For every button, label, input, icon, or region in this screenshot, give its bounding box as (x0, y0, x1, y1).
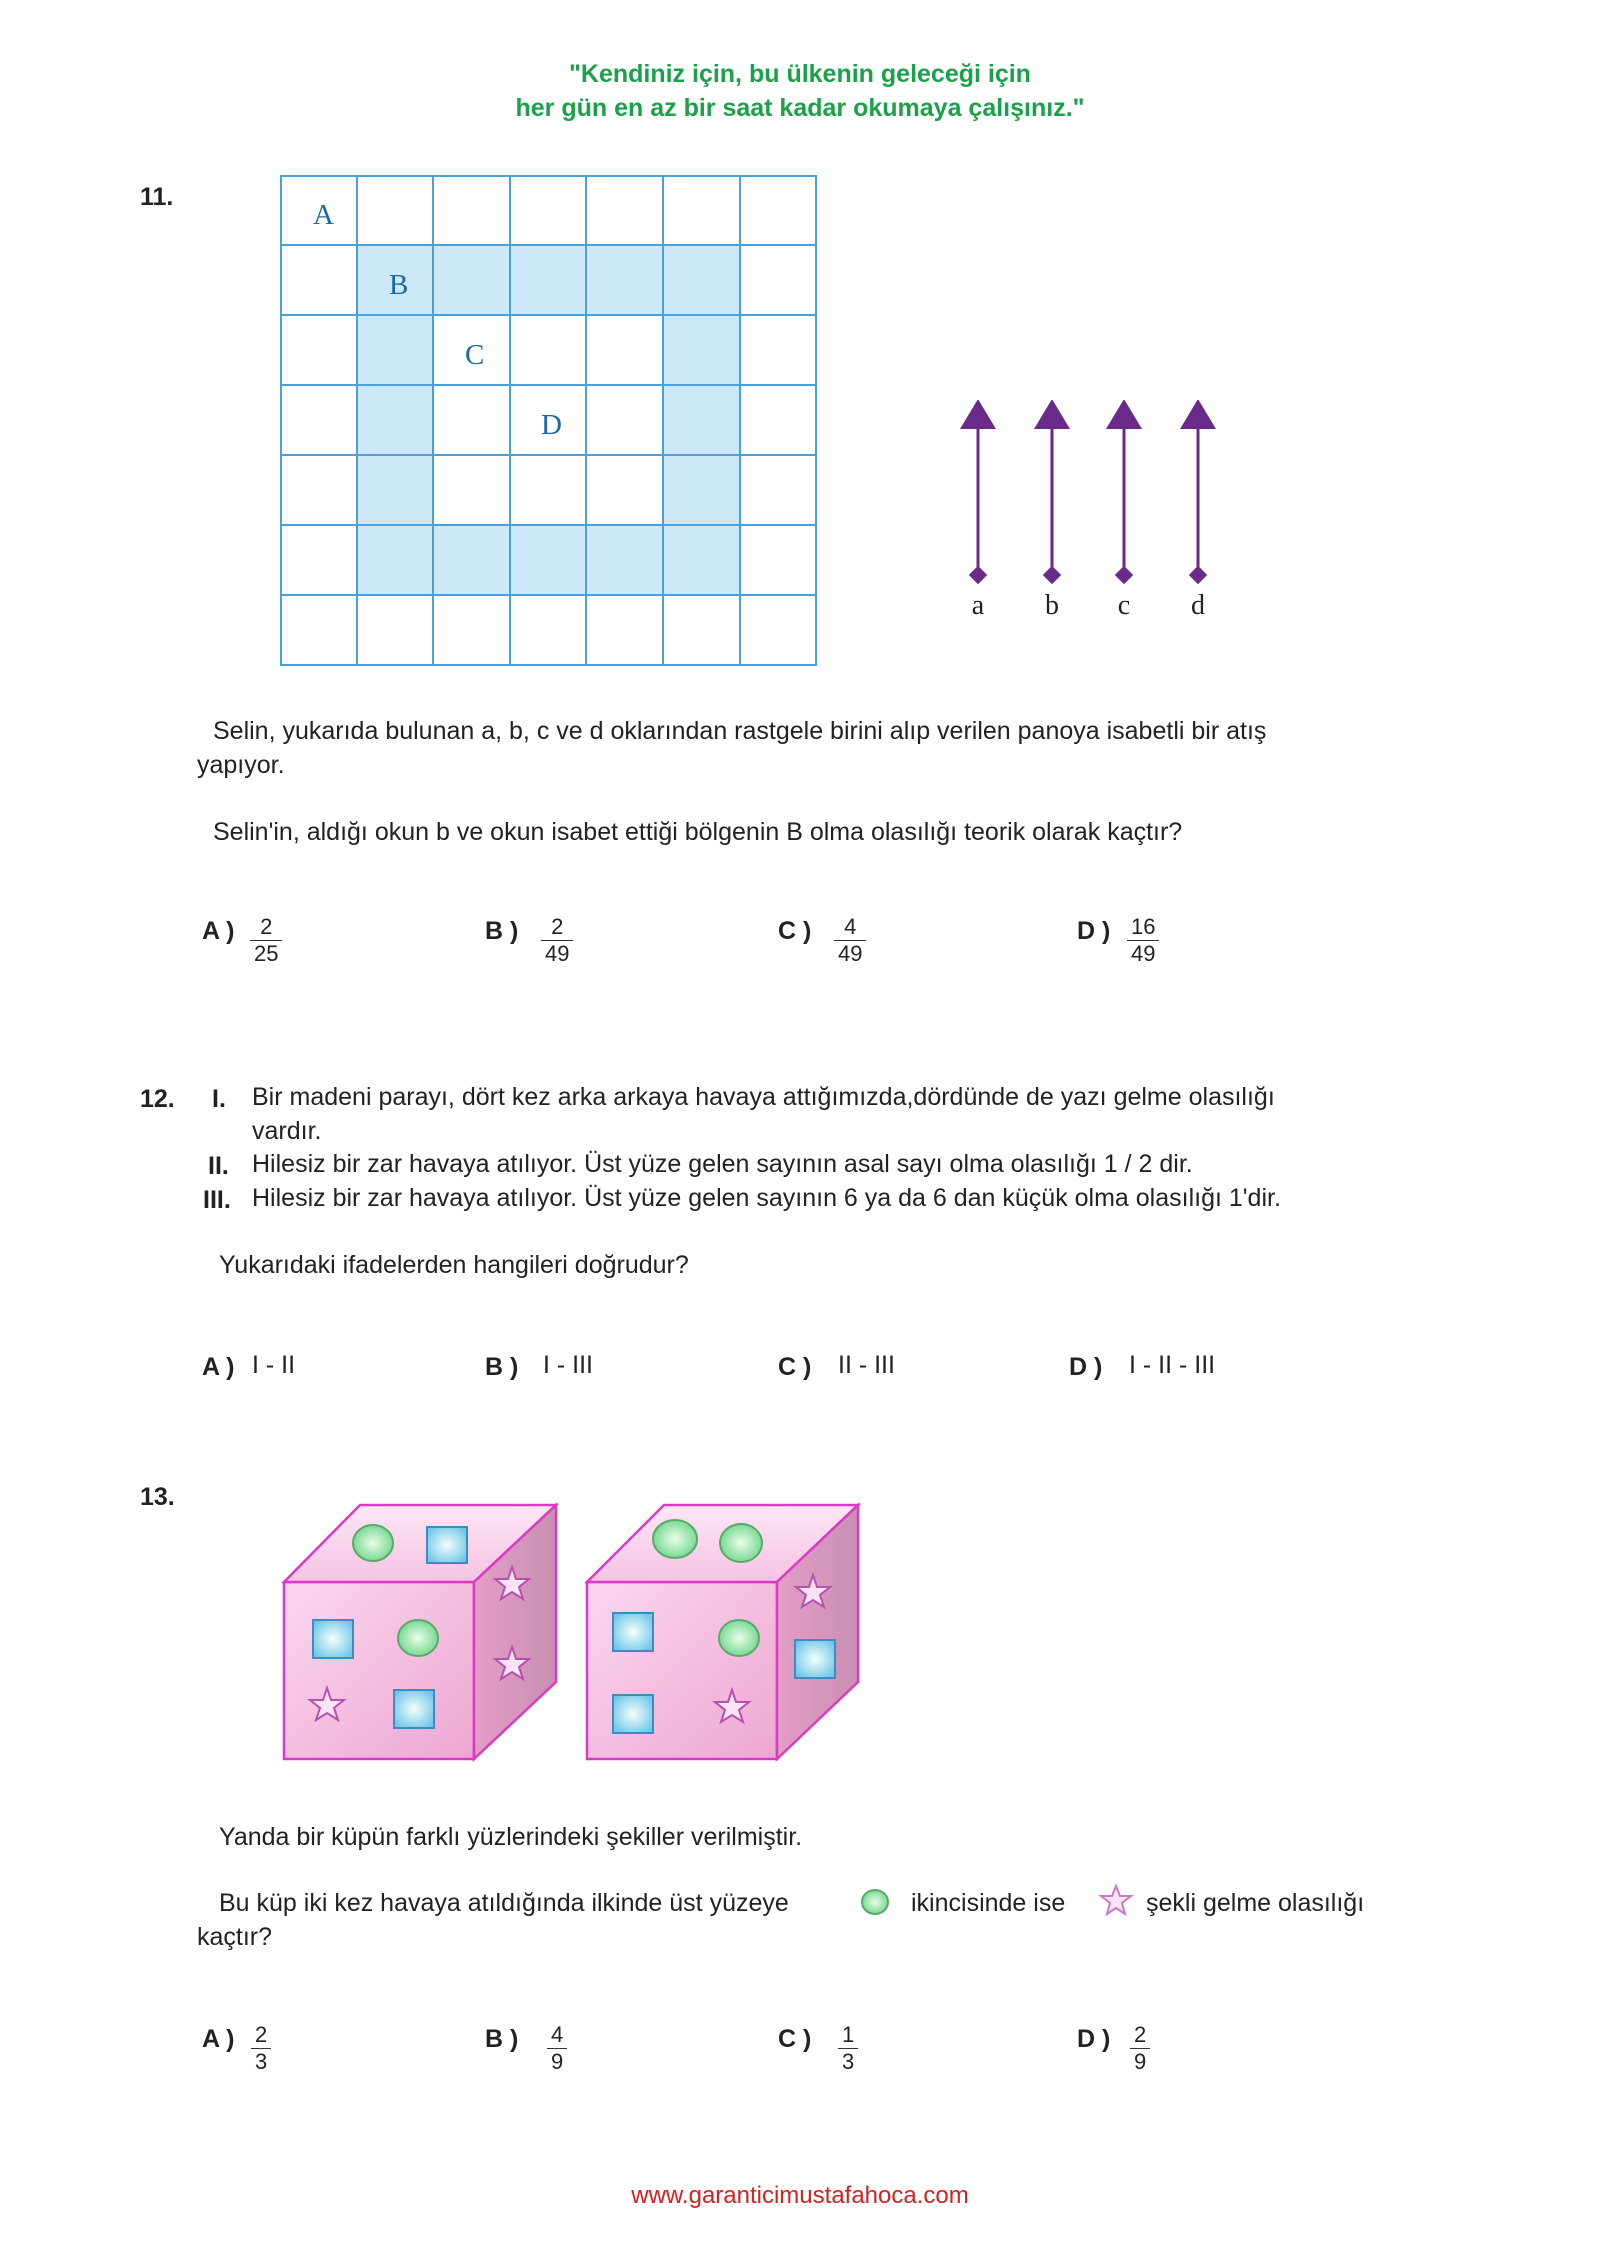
q12-option-a-label[interactable]: A ) (202, 1353, 235, 1381)
q11-option-b-fraction (541, 914, 573, 967)
star-icon (1098, 1883, 1134, 1919)
q13-option-c-fraction (838, 2022, 858, 2075)
q12-option-c-value: II - III (838, 1351, 895, 1379)
q13-text-line-2a: Bu küp iki kez havaya atıldığında ilkinde üst yüzeye (219, 1889, 789, 1917)
square-icon (613, 1695, 653, 1733)
q11-option-c-label[interactable]: C ) (778, 917, 812, 945)
arrow-d (1191, 414, 1205, 582)
motto-line-2: her gün en az bir saat kadar okumaya çalışınız." (515, 94, 1085, 122)
motto-line-1: "Kendiniz için, bu ülkenin geleceği için (569, 60, 1031, 88)
q13-text-line-3: kaçtır? (197, 1923, 273, 1951)
statement-1-text: Bir madeni parayı, dört kez arka arkaya havaya attığımızda,dördünde de yazı gelme olasılığı (252, 1083, 1275, 1111)
arrow-c (1117, 414, 1131, 582)
circle-icon (653, 1520, 697, 1558)
question-number-11: 11. (140, 183, 174, 211)
grid-label-a: A (313, 199, 334, 231)
statement-3-text: Hilesiz bir zar havaya atılıyor. Üst yüze gelen sayının 6 ya da 6 dan küçük olma olasılığı 1'dir. (252, 1184, 1281, 1212)
cube-1-front-face (284, 1582, 474, 1759)
numerator: 2 (251, 2022, 271, 2049)
q11-text-line-1: Selin, yukarıda bulunan a, b, c ve d oklarından rastgele birini alıp verilen panoya isabetli bir atış (213, 717, 1267, 745)
numerator: 2 (1130, 2022, 1150, 2049)
square-icon (313, 1620, 353, 1658)
circle-icon (720, 1524, 762, 1562)
arrow-b (1045, 414, 1059, 582)
denominator: 3 (255, 2049, 268, 2074)
footer-url[interactable]: www.garanticimustafahoca.com (631, 2182, 969, 2209)
arrows-figure (950, 400, 1230, 630)
q12-option-d-label[interactable]: D ) (1069, 1353, 1103, 1381)
q12-question: Yukarıdaki ifadelerden hangileri doğrudur? (219, 1251, 689, 1279)
q12-option-c-label[interactable]: C ) (778, 1353, 812, 1381)
numerator: 2 (250, 914, 282, 941)
cube-views (280, 1495, 870, 1770)
q12-option-b-label[interactable]: B ) (485, 1353, 519, 1381)
statement-3-numeral: III. (203, 1186, 231, 1214)
q13-option-b-label[interactable]: B ) (485, 2025, 519, 2053)
denominator: 3 (842, 2049, 855, 2074)
statement-2-text: Hilesiz bir zar havaya atılıyor. Üst yüze gelen sayının asal sayı olma olasılığı 1 / 2 dir. (252, 1150, 1193, 1178)
q13-option-d-fraction (1130, 2022, 1150, 2075)
statement-1-numeral: I. (212, 1085, 226, 1113)
q11-question: Selin'in, aldığı okun b ve okun isabet ettiği bölgenin B olma olasılığı teorik olarak kaçtır? (213, 818, 1183, 846)
arrow-label-c: c (1117, 590, 1131, 621)
denominator: 49 (838, 941, 863, 966)
circle-icon (719, 1620, 759, 1656)
denominator: 49 (1131, 941, 1156, 966)
q13-option-a-label[interactable]: A ) (202, 2025, 235, 2053)
arrow-a (971, 414, 985, 582)
denominator: 9 (551, 2049, 564, 2074)
grid-label-b: B (389, 269, 409, 301)
grid-label-c: C (465, 339, 485, 371)
denominator: 25 (254, 941, 279, 966)
q12-option-b-value: I - III (543, 1351, 593, 1379)
question-number-13: 13. (140, 1483, 175, 1511)
q13-text-line-2c: şekli gelme olasılığı (1146, 1889, 1365, 1917)
numerator: 1 (838, 2022, 858, 2049)
q11-option-a-label[interactable]: A ) (202, 917, 235, 945)
denominator: 49 (545, 941, 570, 966)
square-icon (795, 1640, 835, 1678)
square-icon (394, 1690, 434, 1728)
question-number-12: 12. (140, 1085, 175, 1113)
circle-icon (398, 1620, 438, 1656)
q11-option-d-fraction (1127, 914, 1159, 967)
statement-1-text-cont: vardır. (252, 1117, 322, 1145)
grid-label-d: D (541, 409, 562, 441)
statement-2-numeral: II. (208, 1152, 229, 1180)
circle-icon (859, 1887, 891, 1917)
q13-option-b-fraction (547, 2022, 567, 2075)
q13-option-c-label[interactable]: C ) (778, 2025, 812, 2053)
q13-text-line-1: Yanda bir küpün farklı yüzlerindeki şekiller verilmiştir. (219, 1823, 803, 1851)
q13-option-a-fraction (251, 2022, 271, 2075)
q12-option-d-value: I - II - III (1129, 1351, 1216, 1379)
target-grid (280, 175, 830, 675)
arrow-label-d: d (1191, 590, 1205, 621)
numerator: 4 (834, 914, 866, 941)
numerator: 2 (541, 914, 573, 941)
q11-option-c-fraction (834, 914, 866, 967)
arrow-label-a: a (971, 590, 985, 621)
arrow-label-b: b (1045, 590, 1059, 621)
q13-option-d-label[interactable]: D ) (1077, 2025, 1111, 2053)
q11-text-line-2: yapıyor. (197, 751, 285, 779)
q12-option-a-value: I - II (252, 1351, 296, 1379)
square-icon (427, 1527, 467, 1563)
q11-option-d-label[interactable]: D ) (1077, 917, 1111, 945)
q11-option-a-fraction (250, 914, 282, 967)
denominator: 9 (1134, 2049, 1147, 2074)
numerator: 4 (547, 2022, 567, 2049)
circle-icon (353, 1525, 393, 1561)
q11-option-b-label[interactable]: B ) (485, 917, 519, 945)
q13-text-line-2b: ikincisinde ise (911, 1889, 1066, 1917)
numerator: 16 (1127, 914, 1159, 941)
square-icon (613, 1613, 653, 1651)
